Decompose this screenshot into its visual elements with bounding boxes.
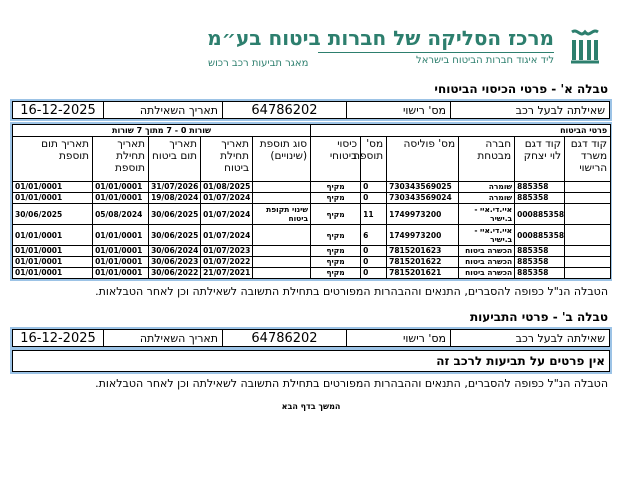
cell-end: 19/08/2024 <box>149 193 201 204</box>
cell-ministry-code <box>565 257 611 268</box>
cell-add-end: 01/01/0001 <box>13 225 93 246</box>
claims-table <box>10 348 612 374</box>
table-a-query-info <box>10 99 612 121</box>
cell-levi-code: 885358 <box>515 246 565 257</box>
cell-end: 30/06/2025 <box>149 225 201 246</box>
table-a-note: הטבלה הנ"ל כפופה להסברים, התנאים וההבהרות המפורטים בתחילת התשובה לשאילתה וכן לאחר הטבלאות. <box>95 285 608 298</box>
database-title: מאגר תביעות רכב רכוש <box>208 58 309 69</box>
cell-insurer: שומרה <box>459 182 515 193</box>
cell-addition-type <box>253 193 311 204</box>
cell-start: 21/07/2021 <box>201 268 253 279</box>
table-row <box>13 204 611 225</box>
cell-policy: 7815201623 <box>387 246 459 257</box>
cell-add-end: 01/01/0001 <box>13 246 93 257</box>
no-claims-message: אין פרטים על תביעות לרכב זה <box>12 350 610 372</box>
cell-addition-type <box>253 246 311 257</box>
cell-levi-code: 885358 <box>515 193 565 204</box>
cell-coverage: מקיף <box>311 225 361 246</box>
cell-coverage: מקיף <box>311 257 361 268</box>
table-row <box>13 268 611 279</box>
cell-add-start: 01/01/0001 <box>93 193 149 204</box>
company-logo-icon <box>568 26 602 68</box>
cell-ministry-code <box>565 193 611 204</box>
column-header: תאריך תחילת תוספת <box>93 137 149 182</box>
cell-insurer: הכשרה ביטוח <box>459 257 515 268</box>
table-b-note: הטבלה הנ"ל כפופה להסברים, התנאים וההבהרות המפורטים בתחילת התשובה לשאילתה וכן לאחר הטבלאות. <box>95 377 608 390</box>
column-header: תאריך תום תוספת <box>13 137 93 182</box>
table-b-title: טבלה ב' - פרטי התביעות <box>469 310 608 324</box>
cell-add-end: 30/06/2025 <box>13 204 93 225</box>
cell-ministry-code <box>565 204 611 225</box>
cell-addition: 0 <box>361 193 387 204</box>
cell-addition: 0 <box>361 182 387 193</box>
coverage-band-title: פרטי הביטוח <box>311 125 611 137</box>
cell-insurer: שומרה <box>459 193 515 204</box>
table-row <box>13 257 611 268</box>
cell-addition-type: שינוי תקופת ביטוח <box>253 204 311 225</box>
cell-addition: 0 <box>361 246 387 257</box>
cell-levi-code: 000885358 <box>515 204 565 225</box>
query-label: שאילתה לבעל רכב <box>451 102 610 119</box>
column-header: תאריך תום ביטוח <box>149 137 201 182</box>
cell-add-start: 05/08/2024 <box>93 204 149 225</box>
cell-add-end: 01/01/0001 <box>13 268 93 279</box>
cell-ministry-code <box>565 268 611 279</box>
table-a-title: טבלה א' - פרטי הכיסוי הביטוחי <box>434 82 608 96</box>
cell-policy: 730343569024 <box>387 193 459 204</box>
cell-add-end: 01/01/0001 <box>13 182 93 193</box>
cell-policy: 730343569025 <box>387 182 459 193</box>
column-header: חברה מבטחת <box>459 137 515 182</box>
cell-levi-code: 885358 <box>515 268 565 279</box>
cell-ministry-code <box>565 225 611 246</box>
cell-insurer: איי.די.איי - ב.ישיר <box>459 225 515 246</box>
license-value: 64786202 <box>223 330 347 347</box>
cell-start: 01/07/2024 <box>201 225 253 246</box>
cell-end: 31/07/2026 <box>149 182 201 193</box>
cell-addition-type <box>253 225 311 246</box>
cell-policy: 1749973200 <box>387 225 459 246</box>
cell-add-start: 01/01/0001 <box>93 268 149 279</box>
column-header: כיסוי ביטוחי <box>311 137 361 182</box>
cell-addition-type <box>253 268 311 279</box>
cell-addition: 0 <box>361 268 387 279</box>
table-row <box>13 193 611 204</box>
cell-add-start: 01/01/0001 <box>93 257 149 268</box>
cell-start: 01/07/2024 <box>201 204 253 225</box>
cell-add-start: 01/01/0001 <box>93 182 149 193</box>
cell-insurer: הכשרה ביטוח <box>459 268 515 279</box>
table-b-query-info <box>10 327 612 349</box>
cell-coverage: מקיף <box>311 246 361 257</box>
cell-policy: 7815201622 <box>387 257 459 268</box>
cell-end: 30/06/2023 <box>149 257 201 268</box>
column-header: קוד דגם לוי יצחק <box>515 137 565 182</box>
cell-levi-code: 885358 <box>515 257 565 268</box>
column-header: קוד דגם משרד הרישוי <box>565 137 611 182</box>
license-label: מס' רישוי <box>347 102 451 119</box>
cell-policy: 1749973200 <box>387 204 459 225</box>
cell-start: 01/07/2023 <box>201 246 253 257</box>
cell-insurer: הכשרה ביטוח <box>459 246 515 257</box>
cell-end: 30/06/2022 <box>149 268 201 279</box>
cell-policy: 7815201621 <box>387 268 459 279</box>
query-date-value: 16-12-2025 <box>13 330 104 347</box>
cell-coverage: מקיף <box>311 204 361 225</box>
rows-count-label: שורות 0 - 7 מתוך 7 שורות <box>13 125 311 137</box>
organization-subtitle: ליד איגוד חברות הביטוח בישראל <box>416 55 554 66</box>
column-header: מס' תוספת <box>361 137 387 182</box>
license-value: 64786202 <box>223 102 347 119</box>
cell-levi-code: 885358 <box>515 182 565 193</box>
cell-insurer: איי.די.איי - ב.ישיר <box>459 204 515 225</box>
license-label: מס' רישוי <box>347 330 451 347</box>
cell-coverage: מקיף <box>311 182 361 193</box>
column-header: מס' פוליסה <box>387 137 459 182</box>
column-header: סוג תוספת (שינויים) <box>253 137 311 182</box>
cell-addition: 0 <box>361 257 387 268</box>
cell-addition: 11 <box>361 204 387 225</box>
cell-end: 30/06/2024 <box>149 246 201 257</box>
cell-add-start: 01/01/0001 <box>93 225 149 246</box>
query-date-value: 16-12-2025 <box>13 102 104 119</box>
query-date-label: תאריך השאילתה <box>104 102 223 119</box>
query-date-label: תאריך השאילתה <box>104 330 223 347</box>
cell-addition-type <box>253 257 311 268</box>
coverage-table <box>10 122 612 281</box>
cell-add-end: 01/01/0001 <box>13 257 93 268</box>
cell-ministry-code <box>565 182 611 193</box>
continued-next-page: המשך בדף הבא <box>281 402 341 411</box>
cell-add-start: 01/01/0001 <box>93 246 149 257</box>
cell-start: 01/07/2024 <box>201 193 253 204</box>
cell-addition: 6 <box>361 225 387 246</box>
table-row <box>13 182 611 193</box>
cell-start: 01/08/2025 <box>201 182 253 193</box>
column-header: תאריך תחילת ביטוח <box>201 137 253 182</box>
cell-levi-code: 000885358 <box>515 225 565 246</box>
cell-coverage: מקיף <box>311 193 361 204</box>
table-row <box>13 246 611 257</box>
organization-title: מרכז הסליקה של חברות ביטוח בע״מ <box>207 26 554 50</box>
cell-start: 01/07/2022 <box>201 257 253 268</box>
table-row <box>13 225 611 246</box>
query-label: שאילתה לבעל רכב <box>451 330 610 347</box>
cell-ministry-code <box>565 246 611 257</box>
cell-add-end: 01/01/0001 <box>13 193 93 204</box>
cell-coverage: מקיף <box>311 268 361 279</box>
cell-addition-type <box>253 182 311 193</box>
cell-end: 30/06/2025 <box>149 204 201 225</box>
header-divider <box>318 52 554 53</box>
